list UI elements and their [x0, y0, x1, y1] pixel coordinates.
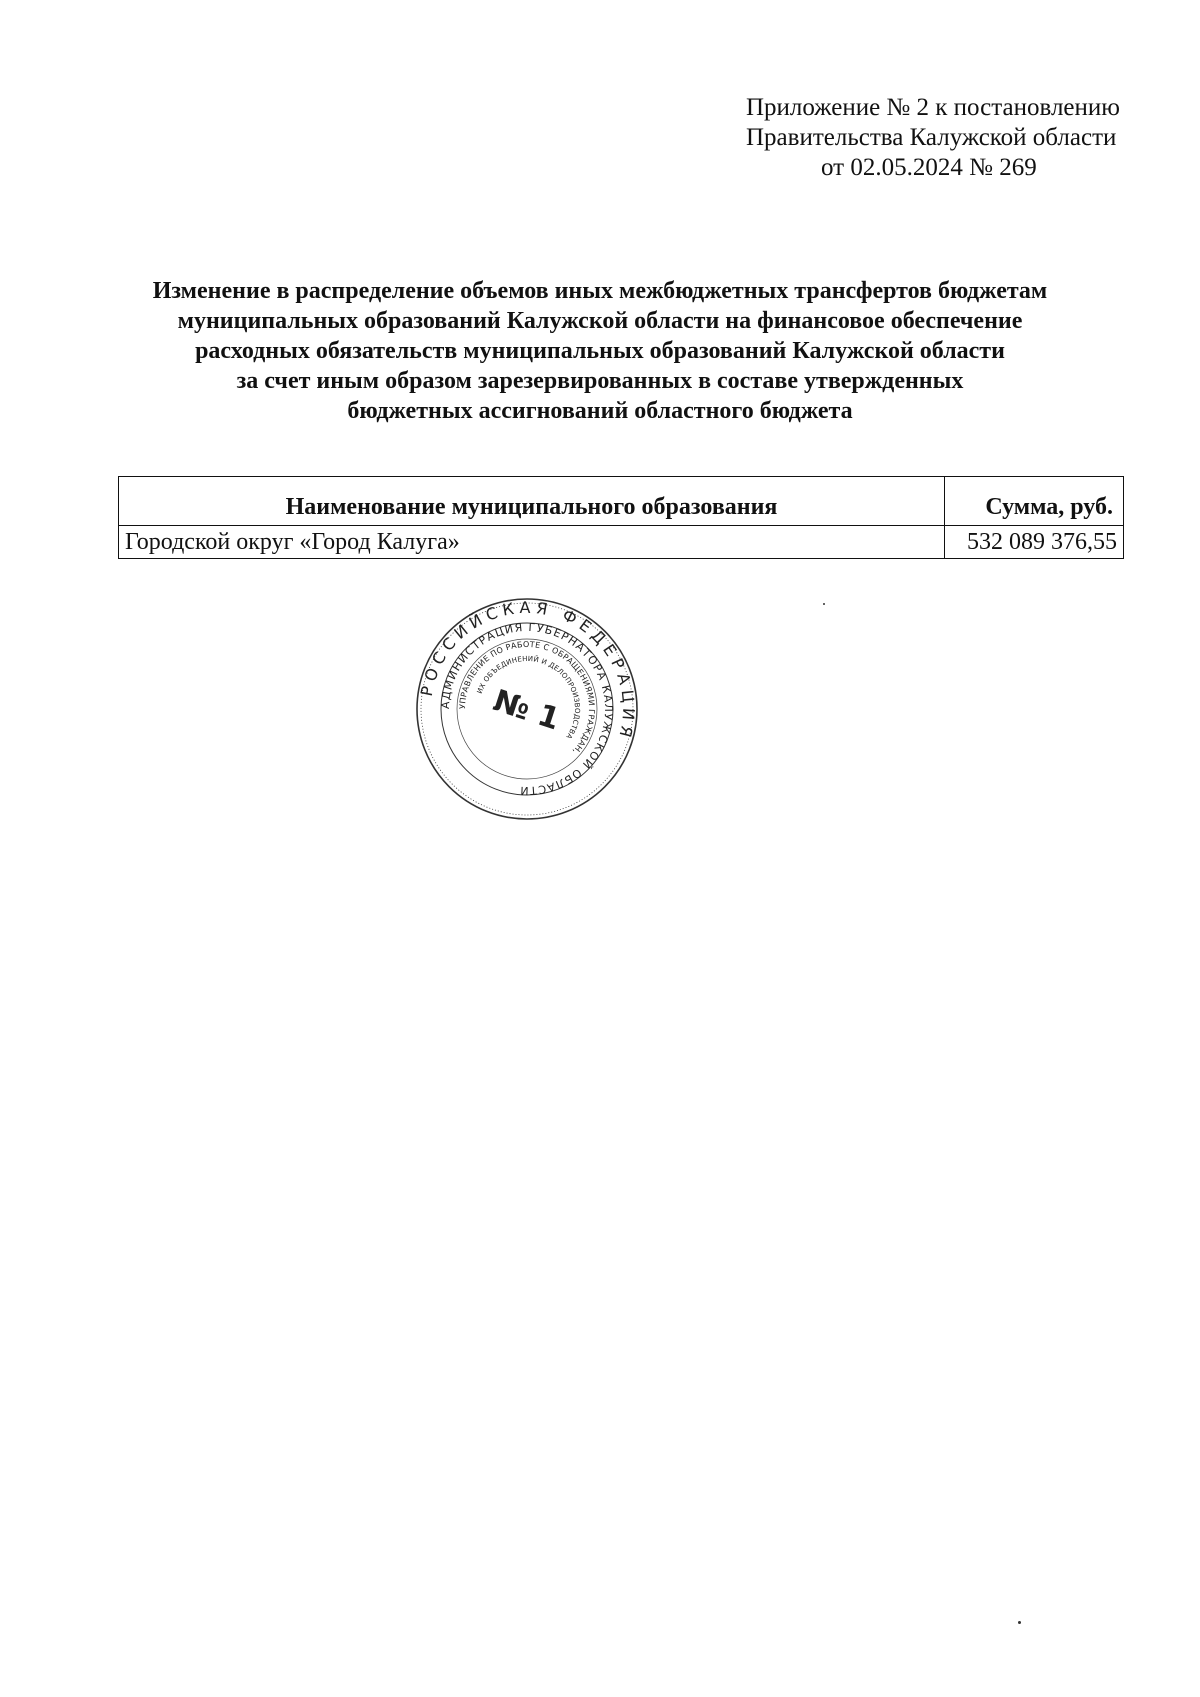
- title-line-3: расходных обязательств муниципальных образований Калужской области: [195, 338, 1005, 364]
- speck-mark: [1018, 1621, 1021, 1624]
- table-row: [119, 526, 1124, 559]
- header-name: Наименование муниципального образования: [119, 477, 945, 526]
- header-sum: Сумма, руб.: [945, 477, 1124, 526]
- table-header-row: [119, 477, 1124, 526]
- speck-mark: [823, 603, 825, 605]
- seal-ring4-text: ИХ ОБЪЕДИНЕНИЙ И ДЕЛОПРОИЗВОДСТВА: [475, 654, 582, 741]
- row-name: Городской округ «Город Калуга»: [119, 526, 945, 559]
- seal-graphic: [414, 596, 640, 822]
- document-title: [120, 276, 1080, 426]
- appendix-line-2: Правительства Калужской области: [746, 124, 1117, 151]
- title-line-4: за счет иным образом зарезервированных в составе утвержденных: [236, 368, 964, 394]
- seal-ring2-text: АДМИНИСТРАЦИЯ ГУБЕРНАТОРА КАЛУЖСКОЙ ОБЛАСТИ: [438, 620, 616, 798]
- title-line-1: Изменение в распределение объемов иных межбюджетных трансфертов бюджетам: [152, 278, 1048, 304]
- row-sum: 532 089 376,55: [945, 526, 1124, 559]
- distribution-table: [118, 476, 1124, 559]
- appendix-line-3: от 02.05.2024 № 269: [821, 154, 1037, 181]
- title-line-5: бюджетных ассигнований областного бюджета: [347, 398, 853, 424]
- seal-center-text: № 1: [489, 683, 565, 738]
- appendix-line-1: Приложение № 2 к постановлению: [746, 94, 1120, 121]
- official-seal: [414, 596, 640, 822]
- title-line-2: муниципальных образований Калужской области на финансовое обеспечение: [177, 308, 1023, 334]
- seal-ring3-text: УПРАВЛЕНИЕ ПО РАБОТЕ С ОБРАЩЕНИЯМИ ГРАЖДАН,: [457, 639, 597, 757]
- seal-outer-text: РОССИЙСКАЯ ФЕДЕРАЦИЯ: [416, 597, 639, 744]
- appendix-header: [690, 93, 1130, 183]
